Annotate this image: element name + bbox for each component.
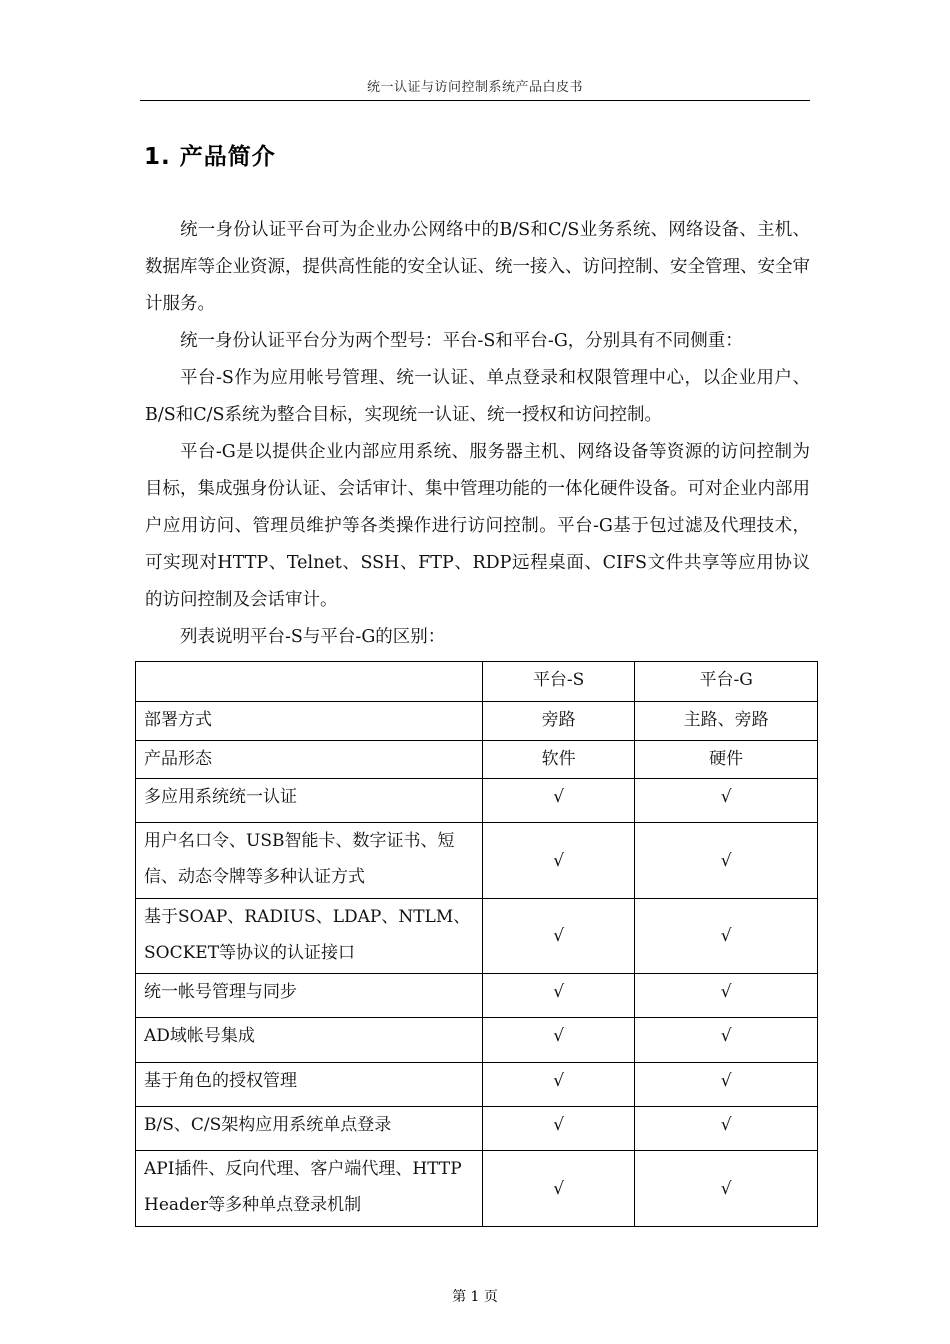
table-header-cell [136,662,483,702]
table-row [136,974,818,1018]
table-row [136,702,818,741]
platform-s-cell: √ [482,899,634,974]
table-row [136,1018,818,1063]
feature-cell: API插件、反向代理、客户端代理、HTTP Header等多种单点登录机制 [136,1151,483,1227]
platform-g-cell: √ [635,779,818,823]
table-row [136,823,818,899]
table-header-cell: 平台-S [482,662,634,702]
platform-g-cell: 主路、旁路 [635,702,818,741]
table-row [136,1107,818,1151]
feature-cell: 部署方式 [136,702,483,741]
feature-cell: B/S、C/S架构应用系统单点登录 [136,1107,483,1151]
section-title: 1. 产品简介 [144,144,276,170]
table-header-cell: 平台-G [635,662,818,702]
platform-s-cell: 旁路 [482,702,634,741]
feature-cell: 统一帐号管理与同步 [136,974,483,1018]
table-row [136,741,818,779]
paragraph: 平台-G是以提供企业内部应用系统、服务器主机、网络设备等资源的访问控制为目标，集成强身份认证、会话审计、集中管理功能的一体化硬件设备。可对企业内部用户应用访问、管理员维护等各类操作进行访问控制。平台-G基于包过滤及代理技术，可实现对HTTP、Telnet、SSH、FTP、RDP远程桌面、CIFS文件共享等应用协议的访问控制及会话审计。 [145,442,810,610]
platform-g-cell: √ [635,974,818,1018]
paragraph: 统一身份认证平台分为两个型号：平台-S和平台-G，分别具有不同侧重： [180,331,743,351]
platform-g-cell: 硬件 [635,741,818,779]
feature-cell: 基于角色的授权管理 [136,1063,483,1107]
table-row [136,899,818,974]
platform-s-cell: √ [482,779,634,823]
platform-g-cell: √ [635,1107,818,1151]
platform-s-cell: √ [482,1018,634,1063]
platform-s-cell: √ [482,974,634,1018]
page-number: 第 1 页 [452,1289,498,1305]
table-header-row [136,662,818,702]
paragraph: 列表说明平台-S与平台-G的区别： [180,627,446,647]
feature-cell: 基于SOAP、RADIUS、LDAP、NTLM、SOCKET等协议的认证接口 [136,899,483,974]
comparison-table [135,661,818,1227]
feature-cell: AD域帐号集成 [136,1018,483,1063]
table-row [136,1151,818,1227]
platform-g-cell: √ [635,1063,818,1107]
feature-cell: 多应用系统统一认证 [136,779,483,823]
platform-g-cell: √ [635,1151,818,1227]
page-header: 统一认证与访问控制系统产品白皮书 [366,80,583,95]
body-text [145,212,810,656]
paragraph: 平台-S作为应用帐号管理、统一认证、单点登录和权限管理中心，以企业用户、B/S和C/S系统为整合目标，实现统一认证、统一授权和访问控制。 [145,368,810,425]
feature-cell: 用户名口令、USB智能卡、数字证书、短信、动态令牌等多种认证方式 [136,823,483,899]
platform-s-cell: √ [482,823,634,899]
platform-s-cell: √ [482,1063,634,1107]
paragraph: 统一身份认证平台可为企业办公网络中的B/S和C/S业务系统、网络设备、主机、数据库等企业资源，提供高性能的安全认证、统一接入、访问控制、安全管理、安全审计服务。 [145,220,810,314]
table-row [136,1063,818,1107]
platform-s-cell: 软件 [482,741,634,779]
feature-cell: 产品形态 [136,741,483,779]
platform-s-cell: √ [482,1107,634,1151]
platform-g-cell: √ [635,823,818,899]
header-divider [140,100,810,101]
platform-g-cell: √ [635,1018,818,1063]
table-row [136,779,818,823]
platform-s-cell: √ [482,1151,634,1227]
platform-g-cell: √ [635,899,818,974]
